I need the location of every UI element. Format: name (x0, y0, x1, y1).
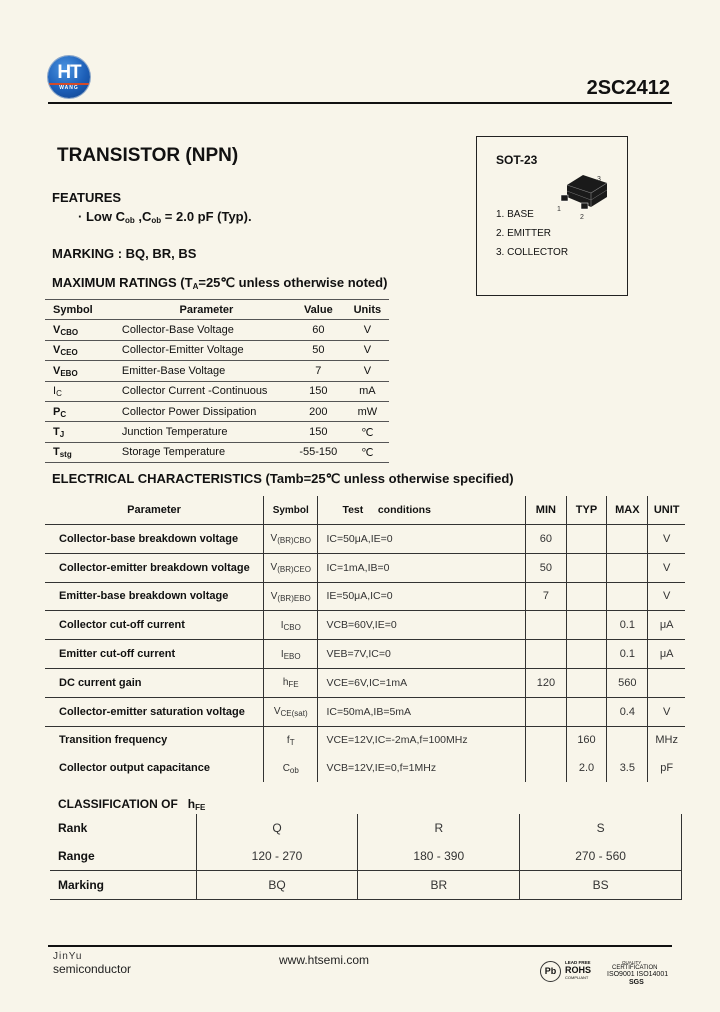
table-row: $V_{CEO}$ Collector-Emitter Voltage 50 V (45, 340, 389, 360)
electrical-table (45, 496, 685, 782)
company-logo (48, 56, 90, 98)
logo-text: HT (57, 62, 81, 83)
electrical-heading: ELECTRICAL CHARACTERISTICS (Tamb=25℃ unless otherwise specified) (52, 471, 514, 486)
bullet: · (78, 209, 83, 224)
col-value: Value (303, 303, 333, 316)
col-parameter: Parameter (179, 303, 234, 316)
table-row: Marking BQ BR BS (50, 871, 682, 900)
website-link[interactable]: www.htsemi.com (279, 953, 370, 967)
pin-3-label: 3. COLLECTOR (496, 247, 569, 258)
company-subname: semiconductor (53, 962, 132, 976)
table-row: Emitter cut-off current $I_{EBO}$ VEB=7V,IC=0 0.1 μA (45, 640, 685, 669)
marking-heading: MARKING : BQ, BR, BS (52, 246, 197, 261)
table-row: $V_{CBO}$ Collector-Base Voltage 60 V (45, 320, 389, 340)
col-units: Units (353, 303, 382, 316)
table-header-row: Parameter Symbol Test conditions MIN TYP MAX UNIT (45, 496, 685, 525)
pin-1-label: 1. BASE (496, 209, 534, 220)
svg-text:2: 2 (580, 214, 584, 221)
classification-heading: CLASSIFICATION OF $h_{FE}$ (58, 797, 206, 812)
sot23-package-icon (557, 171, 617, 221)
table-row: Collector-emitter saturation voltage $V_{CE(sat)}$ IC=50mA,IB=5mA 0.4 V (45, 697, 685, 726)
lead-free-icon: Pb (540, 961, 561, 982)
features-heading: FEATURES (52, 190, 122, 205)
table-row: $T_{stg}$ Storage Temperature -55-150 ℃ (45, 442, 389, 462)
max-ratings-table (45, 299, 389, 463)
table-row: Transition frequency $f_T$ VCE=12V,IC=-2mA,f=100MHz 160 MHz (45, 726, 685, 754)
table-row: $T_J$ Junction Temperature 150 ℃ (45, 422, 389, 442)
svg-text:1: 1 (557, 206, 561, 213)
max-ratings-heading: MAXIMUM RATINGS ($T_A=25℃$ unless otherwise noted) (52, 275, 388, 291)
table-row: $I_C$ Collector Current -Continuous 150 mA (53, 385, 376, 399)
pin-2-label: 2. EMITTER (496, 228, 552, 239)
logo-subtext: WANG (59, 85, 79, 91)
table-row: Range 120 - 270 180 - 390 270 - 560 (50, 842, 682, 871)
certification-badges: Pb LEAD FREE ROHS COMPLIANT QUALITY CERTIFICATION ISO9001 ISO14001 SGS (540, 960, 675, 986)
feature-item: · Low $C_{ob}$ $,C_{ob} = 2.0$ pF (Typ). (78, 209, 252, 225)
classification-table (50, 814, 682, 900)
table-row: Emitter-base breakdown voltage $V_{(BR)EBO}$ IE=50μA,IC=0 7 V (45, 582, 685, 611)
table-header-row (45, 300, 389, 320)
col-symbol: Symbol (53, 303, 93, 316)
header-divider (48, 102, 672, 104)
part-number: 2SC2412 (586, 77, 670, 99)
company-name: JinYu (53, 951, 83, 962)
table-row: Collector cut-off current $I_{CBO}$ VCB=60V,IE=0 0.1 μA (45, 611, 685, 640)
rohs-badge: ROHS (565, 965, 592, 975)
iso-badge: ISO9001 ISO14001 (607, 971, 669, 978)
table-row: Collector-emitter breakdown voltage $V_{(BR)CEO}$ IC=1mA,IB=0 50 V (45, 553, 685, 582)
table-row: Collector-base breakdown voltage $V_{(BR)CBO}$ IC=50μA,IE=0 60 V (45, 525, 685, 554)
package-name: SOT-23 (496, 153, 538, 167)
page-title: TRANSISTOR (NPN) (57, 145, 239, 166)
sgs-badge: SGS (629, 979, 644, 986)
footer-divider (48, 945, 672, 947)
table-row: Rank Q R S (50, 814, 682, 842)
table-row: $V_{EBO}$ Emitter-Base Voltage 7 V (45, 361, 389, 381)
package-box (476, 136, 628, 296)
table-row: $P_C$ Collector Power Dissipation 200 mW (45, 401, 389, 421)
table-row: DC current gain $h_{FE}$ VCE=6V,IC=1mA 120 560 (45, 668, 685, 697)
svg-text:3: 3 (597, 176, 601, 183)
table-row: Collector output capacitance $C_{ob}$ VCB=12V,IE=0,f=1MHz 2.0 3.5 pF (45, 754, 685, 782)
